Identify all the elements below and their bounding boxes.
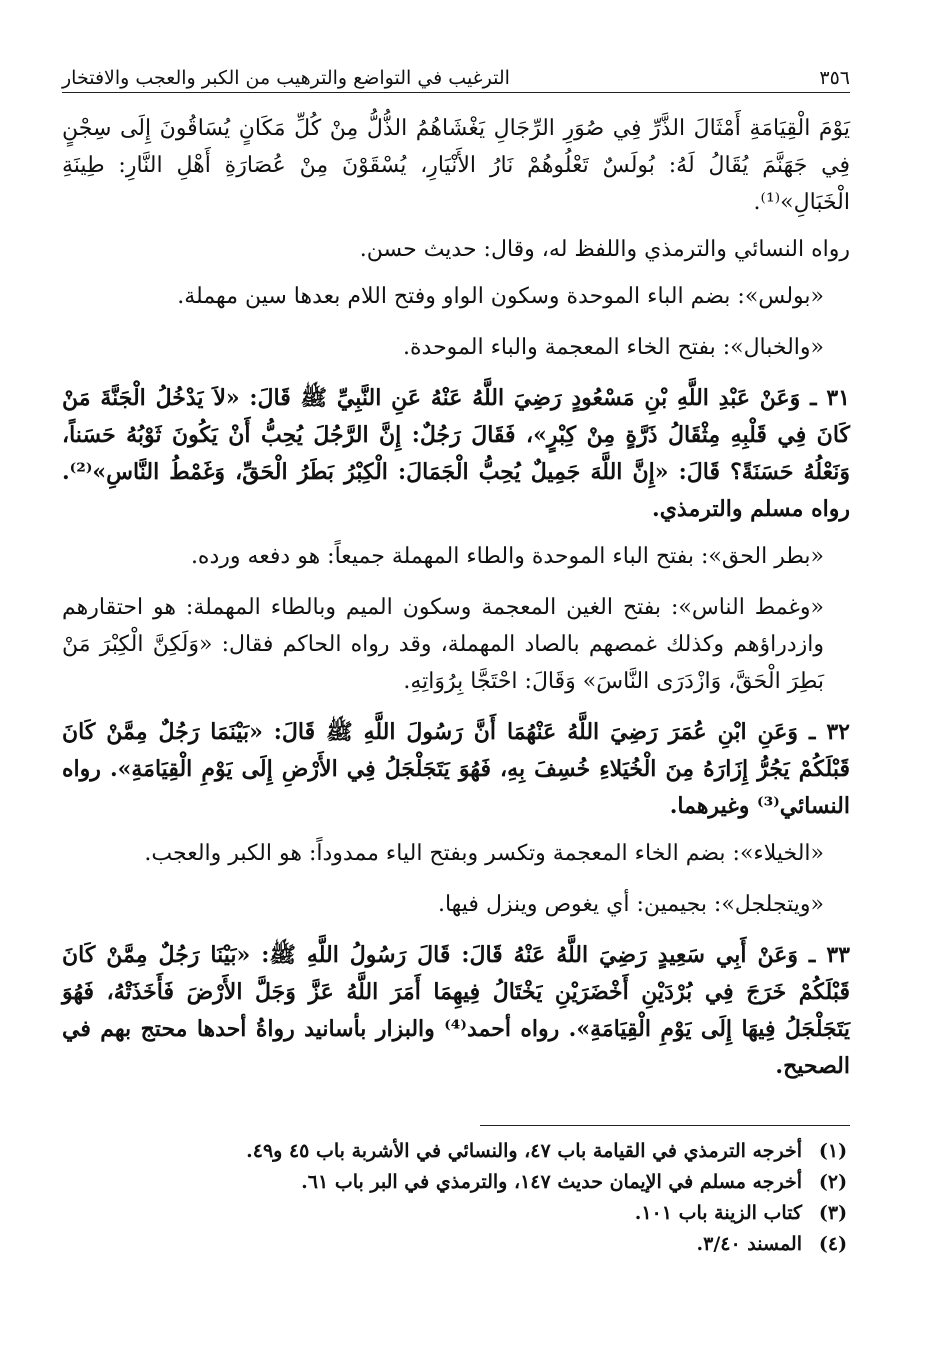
- text-paragraph: يَوْمَ الْقِيَامَةِ أَمْثَالَ الذَّرِّ فِي صُوَرِ الرِّجَالِ يَغْشَاهُمُ الذُّلُّ مِنْ كُلِّ مَكَانٍ يُسَاقُونَ إِلَى سِجْنٍ فِي جَهَنَّمَ يُقَالُ لَهُ: بُولَسٌ تَعْلُوهُمْ نَارُ الأَنْيَارِ، يُسْقَوْنَ مِنْ عُصَارَةِ أَهْلِ النَّارِ: طِينَةِ الْخَبَالِ»⁽¹⁾.: [62, 116, 850, 215]
- gloss-paragraph: «الخيلاء»: بضم الخاء المعجمة وتكسر وبفتح الياء ممدوداً: هو الكبر والعجب.: [144, 841, 824, 866]
- gloss-paragraph: «والخبال»: بفتح الخاء المعجمة والباء الموحدة.: [403, 335, 824, 360]
- footnote-text: أخرجه مسلم في الإيمان حديث ١٤٧، والترمذي في البر باب ٦١.: [301, 1171, 802, 1193]
- footnote-text: أخرجه الترمذي في القيامة باب ٤٧، والنسائي في الأشربة باب ٤٥ و٤٩.: [246, 1140, 802, 1162]
- footnote-number: (٤): [818, 1233, 848, 1255]
- footnote-number: (١): [818, 1140, 848, 1162]
- footnote: [62, 1136, 850, 1167]
- text-paragraph: رواه النسائي والترمذي واللفظ له، وقال: حديث حسن.: [359, 237, 850, 262]
- hadith-paragraph: ٣٣ ـ وَعَنْ أَبِي سَعِيدٍ رَضِيَ اللَّهُ عَنْهُ قَالَ: قَالَ رَسُولُ اللَّهِ ﷺ: «بَيْنَا رَجُلٌ مِمَّنْ كَانَ قَبْلَكُمْ خَرَجَ فِي بُرْدَيْنِ أَخْضَرَيْنِ يَخْتَالُ فِيهِمَا أَمَرَ اللَّهُ عَزَّ وَجَلَّ الأَرْضَ فَأَخَذَتْهُ، فَهُوَ يَتَجَلْجَلُ فِيهَا إِلَى يَوْمِ الْقِيَامَةِ». رواه أحمد⁽⁴⁾ والبزار بأسانيد رواةُ أحدها محتج بهم في الصحيح.: [62, 942, 850, 1079]
- gloss-paragraph: «ويتجلجل»: بجيمين: أي يغوص وينزل فيها.: [437, 892, 824, 917]
- footnote-text: كتاب الزينة باب ١٠١.: [634, 1202, 802, 1224]
- gloss-paragraph: «وغمط الناس»: بفتح الغين المعجمة وسكون الميم وبالطاء المهملة: هو احتقارهم وازدراؤهم وكذلك غمصهم بالصاد المهملة، وقد رواه الحاكم فقال: «وَلَكِنَّ الْكِبْرَ مَنْ بَطِرَ الْحَقَّ، وَازْدَرَى النَّاسَ» وَقَالَ: احْتَجَّا بِرُوَاتِهِ.: [62, 595, 824, 694]
- page-header: [62, 66, 850, 90]
- footnote-number: (٢): [818, 1171, 848, 1193]
- gloss-paragraph: «بطر الحق»: بفتح الباء الموحدة والطاء المهملة جميعاً: هو دفعه ورده.: [190, 544, 824, 569]
- running-title: الترغيب في التواضع والترهيب من الكبر والعجب والافتخار: [62, 67, 510, 89]
- hadith-paragraph: ٣١ ـ وَعَنْ عَبْدِ اللَّهِ بْنِ مَسْعُودٍ رَضِيَ اللَّهُ عَنْهُ عَنِ النَّبِيِّ ﷺ قَالَ: «لاَ يَدْخُلُ الْجَنَّةَ مَنْ كَانَ فِي قَلْبِهِ مِثْقَالُ ذَرَّةٍ مِنْ كِبْرٍ»، فَقَالَ رَجُلٌ: إِنَّ الرَّجُلَ يُحِبُّ أَنْ يَكُونَ ثَوْبُهُ حَسَناً، وَنَعْلُهُ حَسَنَةً؟ قَالَ: «إِنَّ اللَّهَ جَمِيلٌ يُحِبُّ الْجَمَالَ: الْكِبْرُ بَطَرُ الْحَقِّ، وَغَمْطُ النَّاسِ»⁽²⁾. رواه مسلم والترمذي.: [62, 385, 850, 522]
- footnotes: [62, 1136, 850, 1260]
- header-divider: [62, 92, 850, 93]
- footnote-text: المسند ٣/٤٠.: [696, 1233, 802, 1255]
- hadith-paragraph: ٣٢ ـ وَعَنِ ابْنِ عُمَرَ رَضِيَ اللَّهُ عَنْهُمَا أَنَّ رَسُولَ اللَّهِ ﷺ قَالَ: «بَيْنَمَا رَجُلٌ مِمَّنْ كَانَ قَبْلَكُمْ يَجُرُّ إِزَارَهُ مِنَ الْخُيَلاءِ خُسِفَ بِهِ، فَهُوَ يَتَجَلْجَلُ فِي الأَرْضِ إِلَى يَوْمِ الْقِيَامَةِ». رواه النسائي⁽³⁾ وغيرهما.: [62, 719, 850, 819]
- footnote: [62, 1167, 850, 1198]
- footnote: [62, 1198, 850, 1229]
- page-number: ٣٥٦: [819, 67, 850, 89]
- main-text: [62, 110, 850, 1095]
- footnote-divider: [480, 1125, 850, 1126]
- gloss-paragraph: «بولس»: بضم الباء الموحدة وسكون الواو وفتح اللام بعدها سين مهملة.: [177, 284, 824, 309]
- footnote-number: (٣): [818, 1202, 848, 1224]
- footnote: [62, 1229, 850, 1260]
